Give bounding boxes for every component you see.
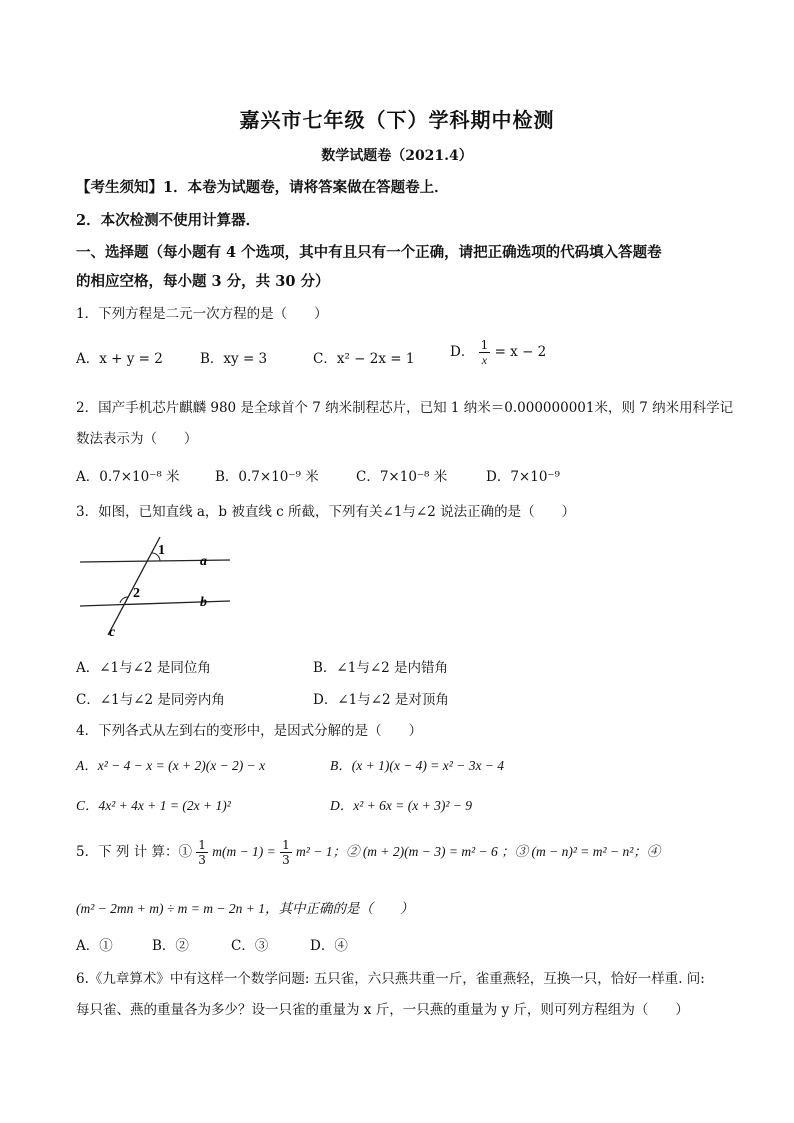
question-3-option-b: B．∠1与∠2 是内错角 xyxy=(313,660,449,676)
parallel-lines-figure xyxy=(76,533,236,641)
question-5-line-2: (m² − 2mn + m) ÷ m = m − 2n + 1，其中正确的是（ ） xyxy=(76,901,414,916)
section-heading-line-2: 的相应空格，每小题 3 分，共 30 分） xyxy=(76,273,330,290)
question-5-part-1: m(m − 1) = xyxy=(212,844,276,859)
line-b-label: b xyxy=(200,595,207,610)
question-2-option-d: D．7×10⁻⁹ xyxy=(486,469,560,485)
fraction-numerator: 1 xyxy=(282,838,290,852)
question-2-option-c: C．7×10⁻⁸ 米 xyxy=(356,469,448,485)
question-4-option-d: D．x² + 6x = (x + 3)² − 9 xyxy=(330,798,473,813)
question-5-option-a: A．① xyxy=(76,938,113,954)
question-2-stem-line-1: 2．国产手机芯片麒麟 980 是全球首个 7 纳米制程芯片，已知 1 纳米＝0.000000001米，则 7 纳米用科学记 xyxy=(76,400,734,416)
question-3-option-d: D．∠1与∠2 是对顶角 xyxy=(313,692,449,708)
question-4-stem: 4．下列各式从左到右的变形中，是因式分解的是（ ） xyxy=(76,723,423,739)
question-1-stem: 1．下列方程是二元一次方程的是（ ） xyxy=(76,306,328,322)
question-5-part-2: m² − 1；② (m + 2)(m − 3) = m² − 6 ；③ (m − n)² = m² − n²；④ xyxy=(296,844,661,859)
question-6-stem-line-2: 每只雀、燕的重量各为多少？设一只雀的重量为 x 斤，一只燕的重量为 y 斤，则可列方程组为（ ） xyxy=(76,1002,689,1018)
option-d-rest: = x − 2 xyxy=(494,344,547,360)
option-d-label: D． xyxy=(450,344,475,360)
fraction-one-third-a xyxy=(196,838,208,867)
question-5-line-1 xyxy=(76,838,660,867)
question-4-option-a: A．x² − 4 − x = (x + 2)(x − 2) − x xyxy=(76,758,266,773)
question-5-lead: 5．下 列 计 算：① xyxy=(76,844,192,860)
question-3-option-a: A．∠1与∠2 是同位角 xyxy=(76,660,211,676)
question-6-stem-line-1: 6.《九章算术》中有这样一个数学问题: 五只雀，六只燕共重一斤，雀重燕轻，互换一只，恰好一样重. 问: xyxy=(76,971,705,987)
angle-2-label: 2 xyxy=(133,586,140,601)
question-1-option-a: A．x + y = 2 xyxy=(76,351,163,367)
question-5-option-c: C．③ xyxy=(231,938,269,954)
line-b xyxy=(80,601,230,606)
notice-line-2: 2．本次检测不使用计算器． xyxy=(76,212,261,229)
angle-1-label: 1 xyxy=(158,543,165,558)
fraction-denominator: 3 xyxy=(282,853,290,867)
question-2-option-b: B．0.7×10⁻⁹ 米 xyxy=(215,469,319,485)
fraction-numerator: 1 xyxy=(198,838,206,852)
fraction-one-over-x xyxy=(479,338,491,367)
question-3-option-c: C．∠1与∠2 是同旁内角 xyxy=(76,692,225,708)
question-5-option-b: B．② xyxy=(152,938,189,954)
question-4-option-b: B．(x + 1)(x − 4) = x² − 3x − 4 xyxy=(330,758,505,773)
fraction-numerator: 1 xyxy=(480,338,489,352)
line-c-label: c xyxy=(109,625,116,640)
fraction-denominator: x xyxy=(481,353,488,367)
line-a-label: a xyxy=(200,554,207,569)
line-a xyxy=(80,560,230,562)
question-2-option-a: A．0.7×10⁻⁸ 米 xyxy=(76,469,180,485)
notice-line-1: 【考生须知】1．本卷为试题卷，请将答案做在答题卷上． xyxy=(76,179,449,196)
page-title: 嘉兴市七年级（下）学科期中检测 xyxy=(239,108,555,132)
page-subtitle: 数学试题卷（2021.4） xyxy=(321,148,473,164)
fraction-one-third-b xyxy=(280,838,292,867)
question-4-option-c: C．4x² + 4x + 1 = (2x + 1)² xyxy=(76,798,231,813)
question-1-option-b: B．xy = 3 xyxy=(200,351,268,367)
fraction-denominator: 3 xyxy=(198,853,206,867)
question-3-stem: 3．如图，已知直线 a，b 被直线 c 所截，下列有关∠1与∠2 说法正确的是（ ） xyxy=(76,504,576,520)
question-1-option-c: C．x² − 2x = 1 xyxy=(313,351,415,367)
question-1-option-d xyxy=(450,338,546,367)
question-5-option-d: D．④ xyxy=(310,938,348,954)
section-heading-line-1: 一、选择题（每小题有 4 个选项，其中有且只有一个正确，请把正确选项的代码填入答题卷 xyxy=(76,244,662,261)
question-2-stem-line-2: 数法表示为（ ） xyxy=(76,431,198,447)
